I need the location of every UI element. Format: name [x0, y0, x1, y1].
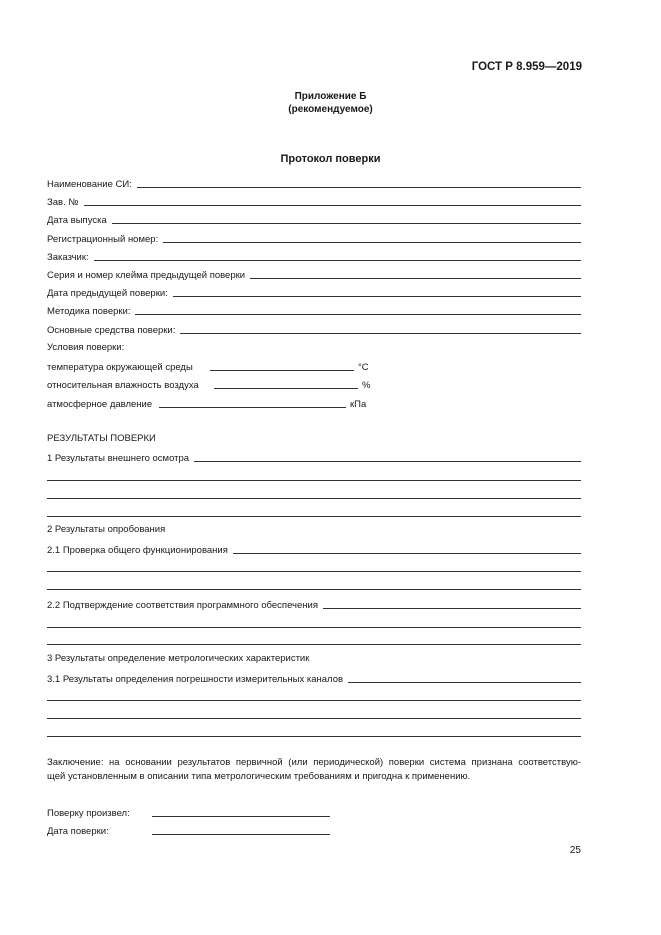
result-general-function — [47, 542, 581, 556]
conclusion-line-1: Заключение: на основании результатов первичной (или периодической) поверки система признана соответствую- — [47, 757, 581, 768]
condition-unit: °С — [358, 362, 369, 373]
blank-line — [47, 718, 581, 719]
fill-line — [84, 205, 581, 206]
fill-line — [210, 370, 354, 371]
field-customer — [47, 249, 581, 263]
result-label: 3.1 Результаты определения погрешности измерительных каналов — [47, 674, 344, 685]
blank-line — [47, 589, 581, 590]
field-previous-stamp — [47, 267, 581, 281]
conclusion-line-2: щей установленным в описании типа метрологическим требованиям и пригодна к применению. — [47, 771, 471, 782]
fill-line — [323, 608, 581, 609]
result-label: 2.2 Подтверждение соответствия программного обеспечения — [47, 600, 318, 611]
field-label: Заказчик: — [47, 252, 89, 263]
field-method — [47, 303, 581, 317]
fill-line — [137, 187, 581, 188]
field-label: Зав. № — [47, 197, 79, 208]
fill-line — [112, 223, 581, 224]
condition-label: относительная влажность воздуха — [47, 380, 199, 391]
field-label: Дата выпуска — [47, 215, 107, 226]
condition-pressure — [47, 396, 366, 410]
field-label: Регистрационный номер: — [47, 234, 159, 245]
blank-line — [47, 627, 581, 628]
result-external-inspection — [47, 450, 581, 464]
result-label: 2.1 Проверка общего функционирования — [47, 545, 228, 556]
condition-label: атмосферное давление — [47, 399, 153, 410]
result-software-confirmation — [47, 597, 581, 611]
condition-label: температура окружающей среды — [47, 362, 193, 373]
field-label: Серия и номер клейма предыдущей поверки — [47, 270, 246, 281]
fill-line — [152, 834, 330, 835]
condition-temperature — [47, 359, 369, 373]
field-label: Методика поверки: — [47, 306, 131, 317]
appendix-title: Приложение Б — [294, 91, 367, 102]
condition-unit: % — [362, 380, 371, 391]
field-serial-number — [47, 194, 581, 208]
fill-line — [163, 242, 581, 243]
blank-line — [47, 498, 581, 499]
blank-line — [47, 516, 581, 517]
field-label: Наименование СИ: — [47, 179, 132, 190]
fill-line — [135, 314, 581, 315]
field-previous-date — [47, 285, 581, 299]
condition-humidity — [47, 377, 370, 391]
result-testing-heading: 2 Результаты опробования — [47, 524, 166, 535]
fill-line — [214, 388, 358, 389]
fill-line — [250, 278, 581, 279]
blank-line — [47, 480, 581, 481]
signature-label: Дата поверки: — [47, 826, 109, 837]
field-registration-number — [47, 231, 581, 245]
condition-unit: кПа — [350, 399, 367, 410]
protocol-title: Протокол поверки — [280, 153, 381, 165]
blank-line — [47, 700, 581, 701]
field-label: Дата предыдущей поверки: — [47, 288, 168, 299]
result-channel-error — [47, 671, 581, 685]
fill-line — [152, 816, 330, 817]
blank-line — [47, 571, 581, 572]
fill-line — [194, 461, 581, 462]
result-metrology-heading: 3 Результаты определение метрологических характеристик — [47, 653, 310, 664]
signature-label: Поверку произвел: — [47, 808, 130, 819]
field-main-means — [47, 322, 581, 336]
signature-performed-by — [47, 805, 330, 819]
conclusion-text — [47, 756, 581, 784]
field-label: Основные средства поверки: — [47, 325, 176, 336]
fill-line — [233, 553, 581, 554]
conditions-label: Условия поверки: — [47, 342, 125, 353]
fill-line — [159, 407, 346, 408]
signature-date — [47, 823, 330, 837]
field-release-date — [47, 212, 581, 226]
page-number: 25 — [569, 845, 581, 856]
result-label: 1 Результаты внешнего осмотра — [47, 453, 190, 464]
fill-line — [94, 260, 581, 261]
field-instrument-name — [47, 176, 581, 190]
appendix-subtitle: (рекомендуемое) — [288, 104, 373, 115]
fill-line — [348, 682, 581, 683]
blank-line — [47, 644, 581, 645]
blank-line — [47, 736, 581, 737]
document-code: ГОСТ Р 8.959—2019 — [471, 61, 582, 73]
fill-line — [180, 333, 581, 334]
fill-line — [173, 296, 581, 297]
results-heading: РЕЗУЛЬТАТЫ ПОВЕРКИ — [47, 433, 156, 444]
